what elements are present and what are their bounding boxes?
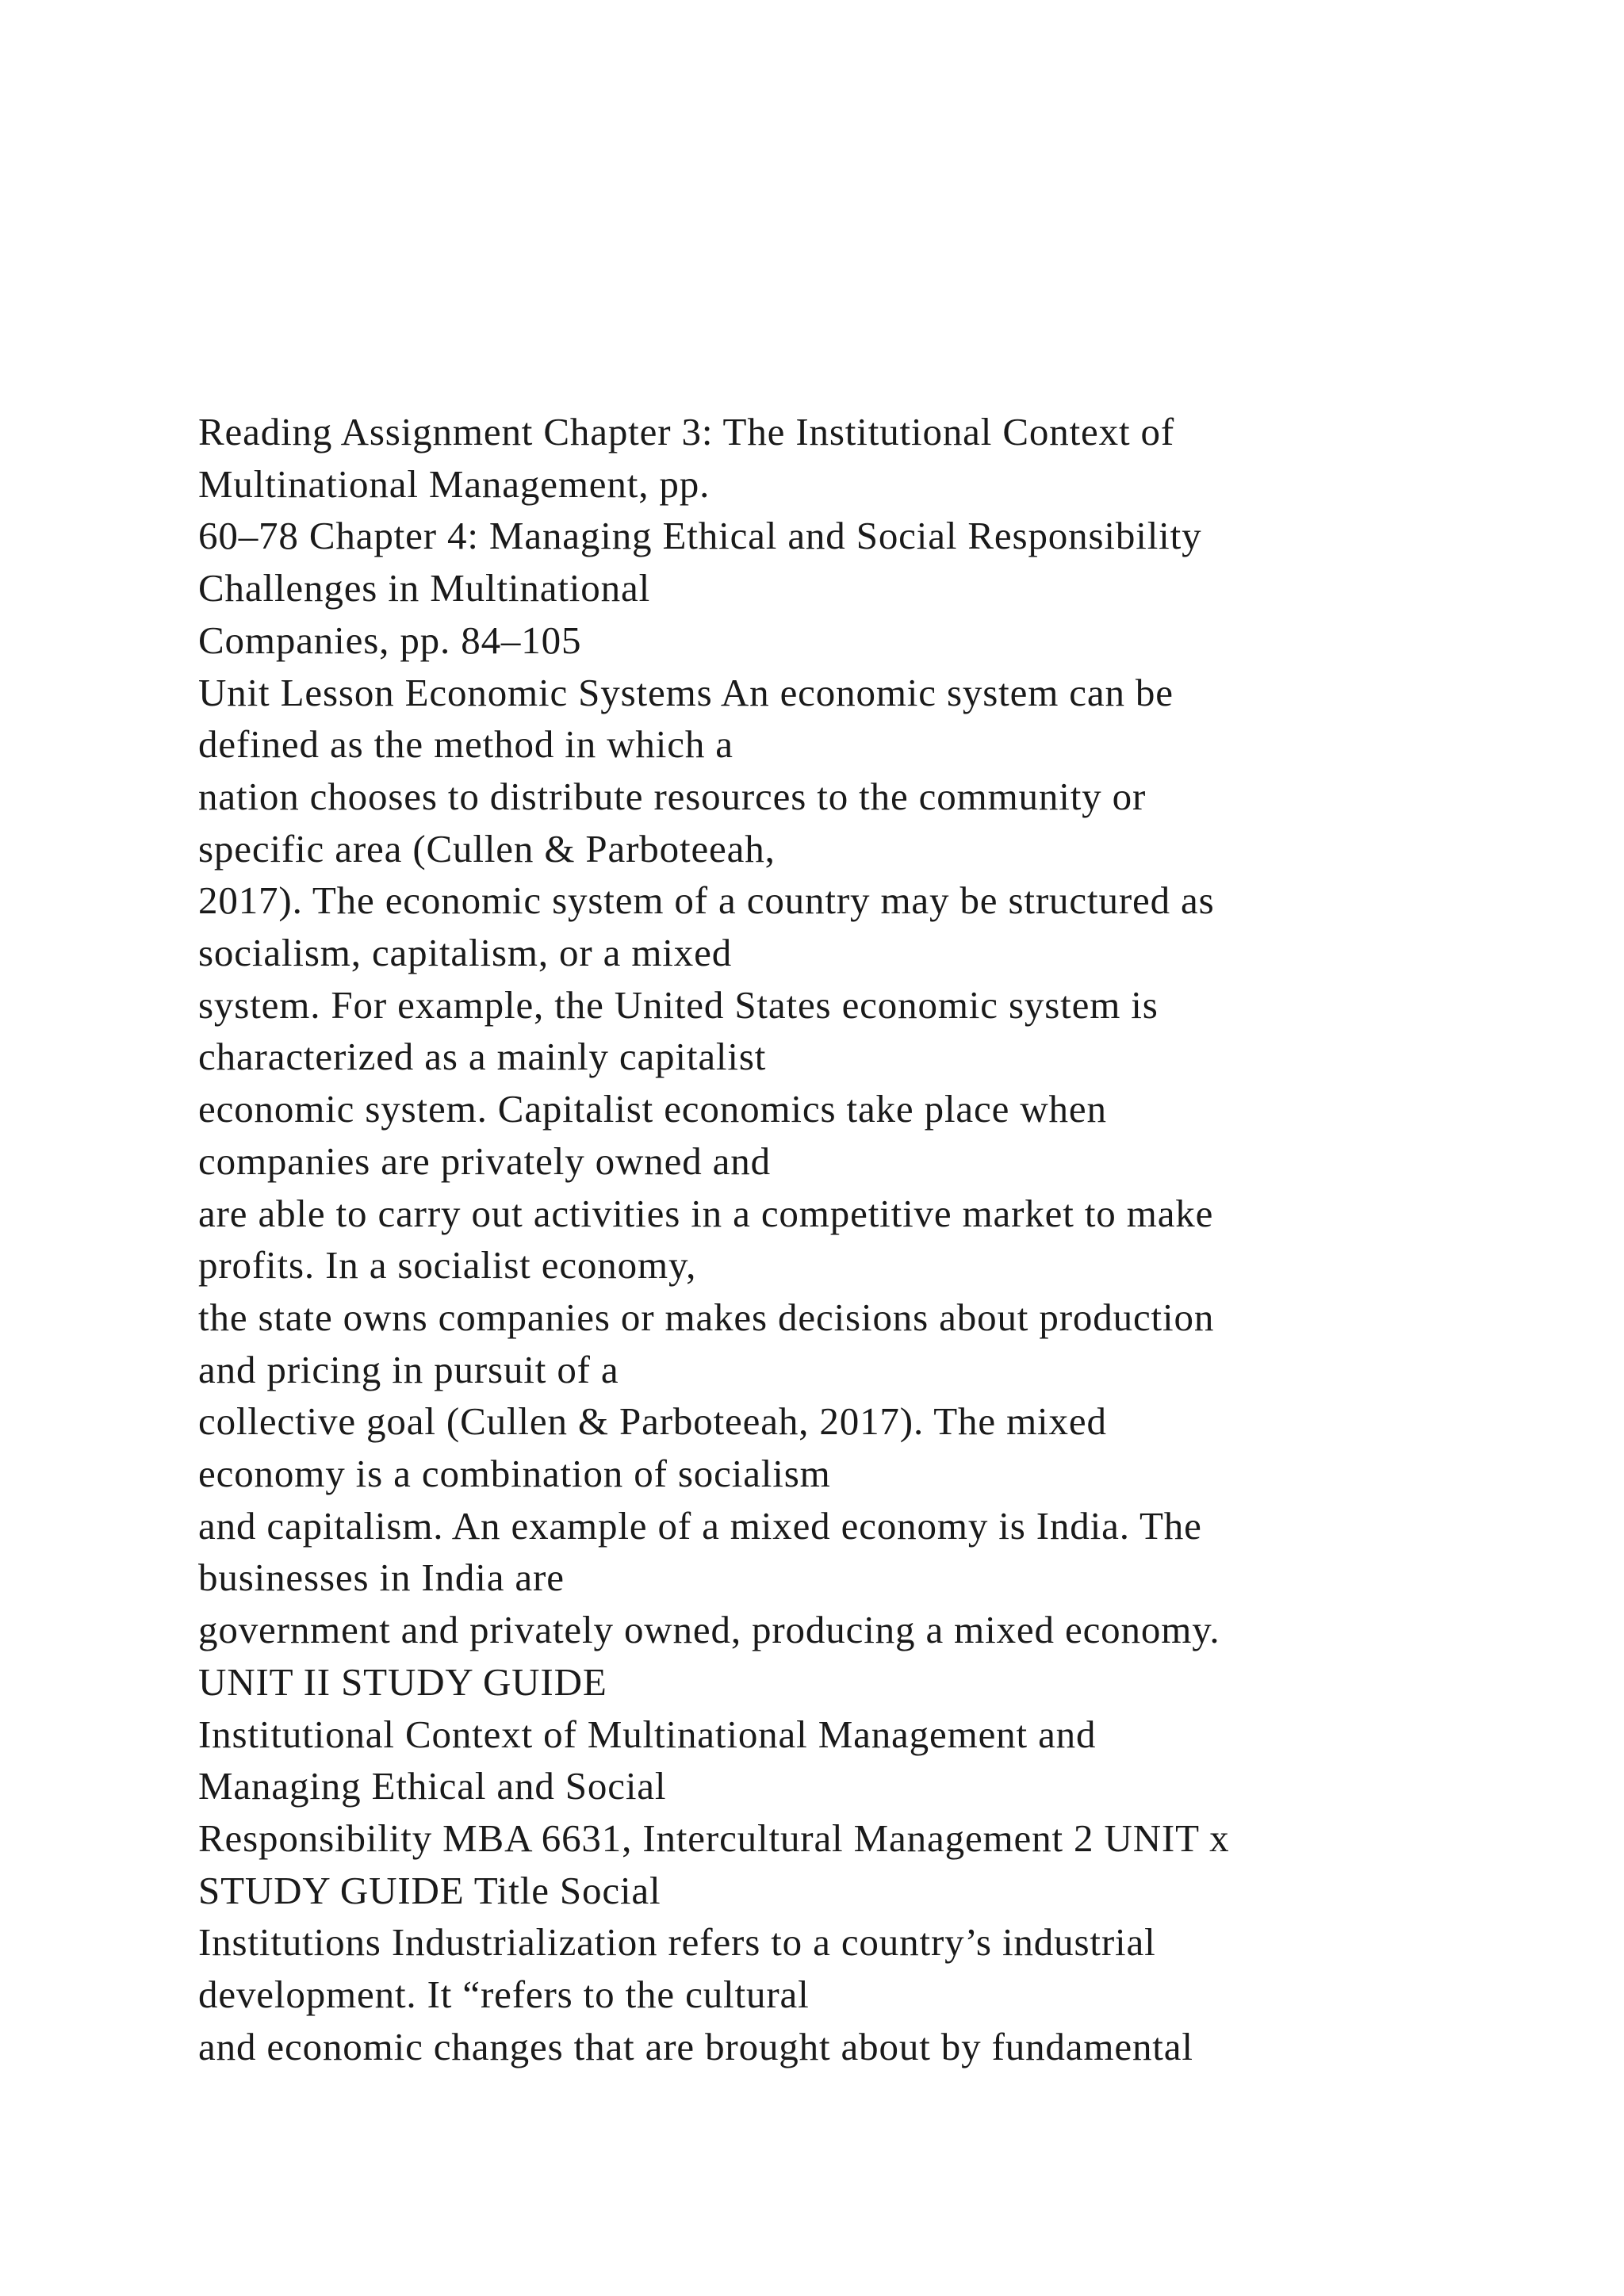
text-line: specific area (Cullen & Parboteeah, — [198, 826, 776, 871]
text-line: economic system. Capitalist economics take place when — [198, 1087, 1107, 1131]
text-line: Challenges in Multinational — [198, 566, 651, 610]
text-line: and pricing in pursuit of a — [198, 1347, 619, 1391]
text-line: Institutional Context of Multinational Management and — [198, 1712, 1097, 1756]
text-line: STUDY GUIDE Title Social — [198, 1868, 661, 1912]
text-line: the state owns companies or makes decisions about production — [198, 1295, 1215, 1339]
text-line: development. It “refers to the cultural — [198, 1973, 810, 2017]
heading-line: UNIT II STUDY GUIDE — [198, 1659, 607, 1704]
text-line: businesses in India are — [198, 1556, 565, 1600]
text-line: Companies, pp. 84–105 — [198, 618, 582, 662]
text-line: Responsibility MBA 6631, Intercultural Management 2 UNIT x — [198, 1816, 1230, 1860]
text-line: nation chooses to distribute resources to the community or — [198, 774, 1147, 818]
text-line: Managing Ethical and Social — [198, 1764, 667, 1808]
text-line: 60–78 Chapter 4: Managing Ethical and Social Responsibility — [198, 514, 1202, 558]
text-line: companies are privately owned and — [198, 1138, 771, 1183]
text-line: economy is a combination of socialism — [198, 1452, 831, 1496]
text-line: 2017). The economic system of a country may be structured as — [198, 878, 1215, 923]
text-line: are able to carry out activities in a competitive market to make — [198, 1191, 1214, 1235]
text-line: collective goal (Cullen & Parboteeah, 2017). The mixed — [198, 1399, 1107, 1444]
document-body — [198, 406, 1562, 2073]
text-line: Multinational Management, pp. — [198, 461, 710, 506]
text-line: Unit Lesson Economic Systems An economic system can be — [198, 670, 1174, 714]
text-line: socialism, capitalism, or a mixed — [198, 931, 733, 975]
text-line: profits. In a socialist economy, — [198, 1243, 697, 1288]
text-line: characterized as a mainly capitalist — [198, 1035, 767, 1079]
text-line: defined as the method in which a — [198, 722, 733, 767]
text-line: and capitalism. An example of a mixed economy is India. The — [198, 1503, 1202, 1548]
text-line: and economic changes that are brought about by fundamental — [198, 2024, 1193, 2068]
text-line: system. For example, the United States economic system is — [198, 982, 1159, 1027]
text-line: Reading Assignment Chapter 3: The Institutional Context of — [198, 410, 1175, 453]
text-line: Institutions Industrialization refers to a country’s industrial — [198, 1920, 1156, 1965]
text-line: government and privately owned, producing a mixed economy. — [198, 1608, 1220, 1652]
